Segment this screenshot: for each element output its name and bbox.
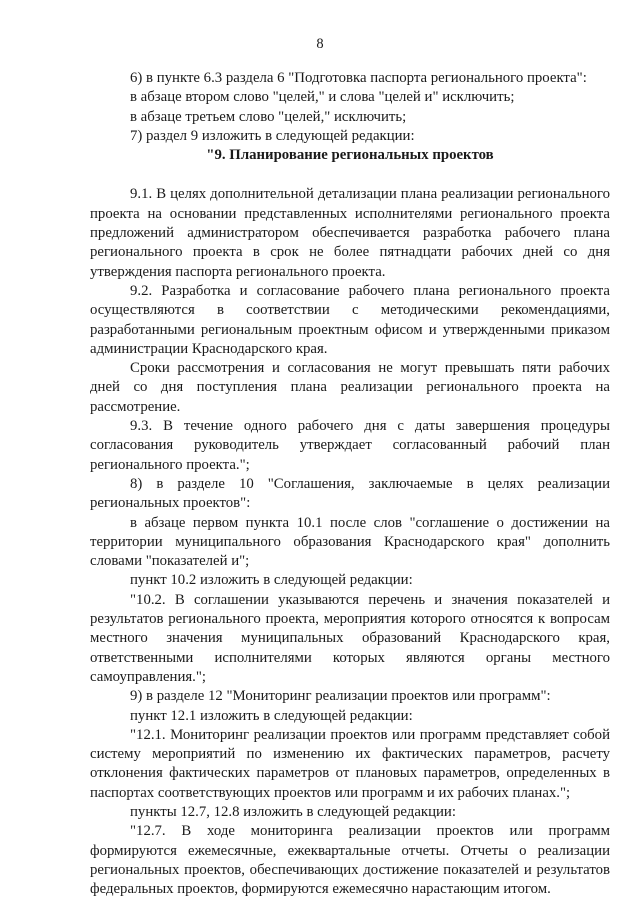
text-line: в абзаце третьем слово "целей," исключить;	[130, 108, 407, 125]
paragraph: пункт 10.2 изложить в следующей редакции:	[130, 572, 413, 589]
paragraph: "10.2. В соглашении указываются перечень и значения показателей и результатов регионального проекта, мероприятия которого относятся к вопросам местного значения муниципальных образований Краснодарского края, ответственными исполнителями которых являются органы местного самоуправления.";	[90, 591, 610, 685]
paragraph: "12.1. Мониторинг реализации проектов или программ представляет собой систему мероприятий по изменению их фактических параметров, расчету отклонения фактических параметров от плановых параметров, определенных в паспортах соответствующих проектов или программ и их рабочих планах.";	[90, 726, 610, 801]
section-heading: "9. Планирование региональных проектов	[206, 147, 494, 164]
text-line: 7) раздел 9 изложить в следующей редакции:	[130, 127, 415, 144]
text-line: в абзаце втором слово "целей," и слова "целей и" исключить;	[130, 89, 515, 106]
paragraph: пункт 12.1 изложить в следующей редакции:	[130, 707, 413, 724]
paragraph: "12.7. В ходе мониторинга реализации проектов или программ формируются ежемесячные, ежеквартальные отчеты. Отчеты о реализации региональных проектов, обеспечивающих достижение показателей и результатов федеральных проектов, формируются ежемесячно нарастающим итогом.	[90, 823, 610, 898]
paragraph: 9.3. В течение одного рабочего дня с даты завершения процедуры согласования руководитель утверждает согласованный рабочий план регионального проекта.";	[90, 418, 610, 473]
page-number: 8	[316, 36, 324, 52]
paragraph: 8) в разделе 10 "Соглашения, заключаемые в целях реализации региональных проектов":	[90, 475, 610, 512]
paragraph: пункты 12.7, 12.8 изложить в следующей редакции:	[130, 803, 456, 820]
paragraph: 9.2. Разработка и согласование рабочего плана регионального проекта осуществляются в соответствии с методическими рекомендациями, разработанными региональным проектным офисом и утвержденными приказом администрации Краснодарского края.	[90, 282, 610, 357]
paragraph: 9) в разделе 12 "Мониторинг реализации проектов или программ":	[130, 688, 551, 705]
paragraph: 9.1. В целях дополнительной детализации плана реализации регионального проекта на основании представленных исполнителями регионального проекта предложений администратором обеспечивается разработка рабочего плана регионального проекта в срок не более пятнадцати рабочих дней со дня утверждения паспорта регионального проекта.	[90, 186, 610, 280]
paragraph: в абзаце первом пункта 10.1 после слов "соглашение о достижении на территории муниципального образования Краснодарского края" дополнить словами "показателей и";	[90, 514, 610, 570]
paragraph: Сроки рассмотрения и согласования не могут превышать пяти рабочих дней со дня поступления плана реализации регионального проекта на рассмотрение.	[90, 360, 610, 415]
document-body	[90, 69, 610, 899]
text-line: 6) в пункте 6.3 раздела 6 "Подготовка паспорта регионального проекта":	[130, 70, 587, 86]
